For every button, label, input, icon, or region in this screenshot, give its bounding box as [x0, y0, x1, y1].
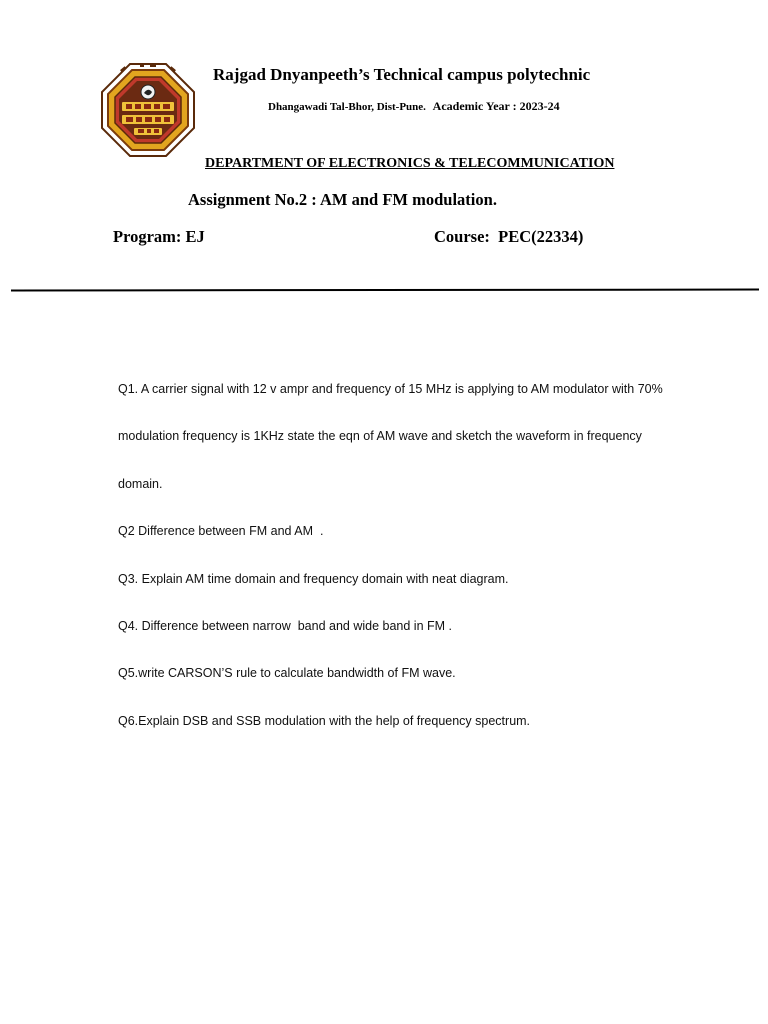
horizontal-divider: [11, 289, 759, 292]
program-label: Program: EJ: [113, 227, 205, 246]
question-line: modulation frequency is 1KHz state the eqn of AM wave and sketch the waveform in frequency: [118, 429, 642, 444]
question-line: Q1. A carrier signal with 12 v ampr and frequency of 15 MHz is applying to AM modulator with 70%: [118, 382, 663, 396]
question-line: Q4. Difference between narrow band and wide band in FM .: [118, 618, 452, 633]
college-emblem-icon: [100, 62, 196, 158]
institute-address-line: [268, 99, 560, 114]
department-title: DEPARTMENT OF ELECTRONICS & TELECOMMUNICATION: [205, 156, 615, 171]
question-line: Q5.write CARSON’S rule to calculate bandwidth of FM wave.: [118, 666, 456, 681]
question-line: domain.: [118, 476, 163, 491]
assignment-title: Assignment No.2 : AM and FM modulation.: [188, 190, 497, 209]
course-label: Course: PEC(22334): [434, 227, 584, 246]
question-list: [118, 366, 718, 745]
question-line: Q6.Explain DSB and SSB modulation with the help of frequency spectrum.: [118, 713, 531, 728]
academic-year: Academic Year : 2023-24: [432, 99, 560, 113]
question-line: Q2 Difference between FM and AM .: [118, 524, 324, 539]
institute-name: Rajgad Dnyanpeeth’s Technical campus polytechnic: [213, 65, 591, 84]
institute-address: Dhangawadi Tal-Bhor, Dist-Pune.: [268, 101, 426, 113]
question-line: Q3. Explain AM time domain and frequency domain with neat diagram.: [118, 571, 509, 586]
college-logo: [100, 62, 196, 158]
